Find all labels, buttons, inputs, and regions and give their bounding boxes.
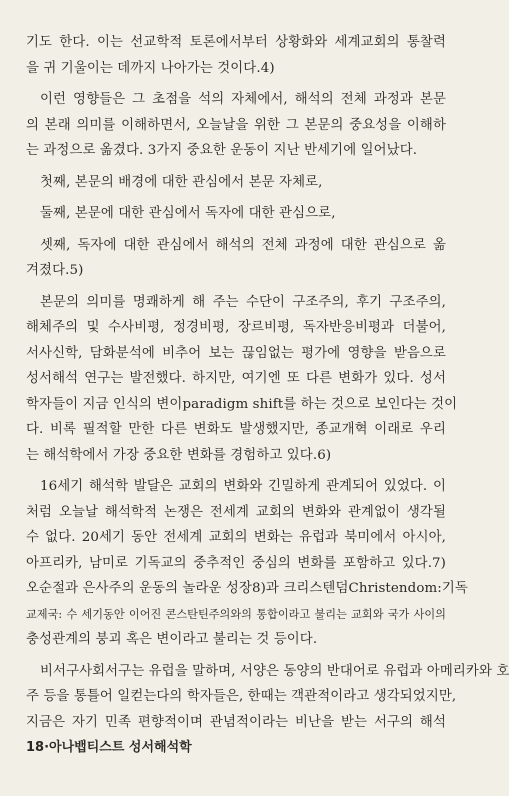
text-line: 다. 비록 필적할 만한 다른 변화도 발생했지만, 종교개혁 이래로 우리	[26, 422, 446, 437]
text-line: 충성관계의 붕괴 혹은 변이라고 불리는 것 등이다.	[26, 632, 318, 647]
text-line: 주 등을 통틀어 일컫는다의 학자들은, 한때는 객관적이라고 생각되었지만,	[26, 689, 457, 704]
text-line: 기도 한다. 이는 선교학적 토론에서부터 상황화와 세계교회의 통찰력	[26, 35, 446, 50]
text-line: 겨졌다.5)	[26, 263, 84, 278]
text-line: 처럼 오늘날 해석학적 논쟁은 전세계 교회의 변화와 관계없이 생각될	[26, 504, 446, 520]
text-line: 이런 영향들은 그 초점을 석의 자체에서, 해석의 전체 과정과 본문	[40, 92, 446, 107]
page-body	[26, 30, 509, 735]
book-title: 아나뱁티스트 성서해석학	[49, 740, 192, 755]
text-line: 해체주의 및 수사비평, 정경비평, 장르비평, 독자반응비평과 더불어,	[26, 320, 446, 335]
text-line: 교제국: 수 세기동안 이어진 콘스탄틴주의와의 통합이라고 불리는 교회와 국가 사이의	[26, 607, 446, 621]
text-line: 오순절과 은사주의 운동의 놀라운 성장8)과 크리스텐덤Christendom:기독	[26, 581, 468, 596]
text-line: 지금은 자기 민족 편향적이며 관념적이라는 비난을 받는 서구의 해석	[26, 714, 446, 730]
text-line: 16세기 해석학 발달은 교회의 변화와 긴밀하게 관계되어 있었다. 이	[40, 479, 446, 494]
text-line: 둘째, 본문에 대한 관심에서 독자에 대한 관심으로,	[40, 206, 336, 221]
text-line: 학자들이 지금 인식의 변이paradigm shift를 하는 것으로 보인다는 것이	[26, 396, 458, 412]
text-line: 는 해석학에서 가장 중요한 변화를 경험하고 있다.6)	[26, 447, 332, 463]
text-line: 서사신학, 담화분석에 비추어 보는 끊임없는 평가에 영향을 받음으로	[26, 345, 446, 361]
text-line: 첫째, 본문의 배경에 대한 관심에서 본문 자체로,	[40, 174, 323, 190]
text-line: 는 과정으로 옮겼다. 3가지 중요한 운동이 지난 반세기에 일어났다.	[26, 143, 418, 158]
text-line: 을 귀 기울이는 데까지 나아가는 것이다.4)	[26, 60, 275, 76]
page-footer	[26, 736, 192, 755]
text-line: 아프리카, 남미로 기독교의 중추적인 중심의 변화를 포함하고 있다.7)	[26, 555, 446, 571]
text-line: 비서구사회서구는 유럽을 말하며, 서양은 동양의 반대어로 유럽과 아메리카와 호	[40, 663, 509, 679]
text-line: 성서해석 연구는 발전했다. 하지만, 여기엔 또 다른 변화가 있다. 성서	[26, 371, 446, 386]
text-line: 수 없다. 20세기 동안 전세계 교회의 변화는 유럽과 북미에서 아시아,	[26, 530, 446, 545]
footer-separator: ·	[44, 740, 50, 755]
text-line: 의 본래 의미를 이해하면서, 오늘날을 위한 그 본문의 중요성을 이해하	[26, 117, 446, 133]
text-line: 본문의 의미를 명쾌하게 해 주는 수단이 구조주의, 후기 구조주의,	[40, 294, 446, 310]
text-line: 셋째, 독자에 대한 관심에서 해석의 전체 과정에 대한 관심으로 옮	[40, 237, 446, 253]
page-number: 18	[26, 740, 45, 755]
